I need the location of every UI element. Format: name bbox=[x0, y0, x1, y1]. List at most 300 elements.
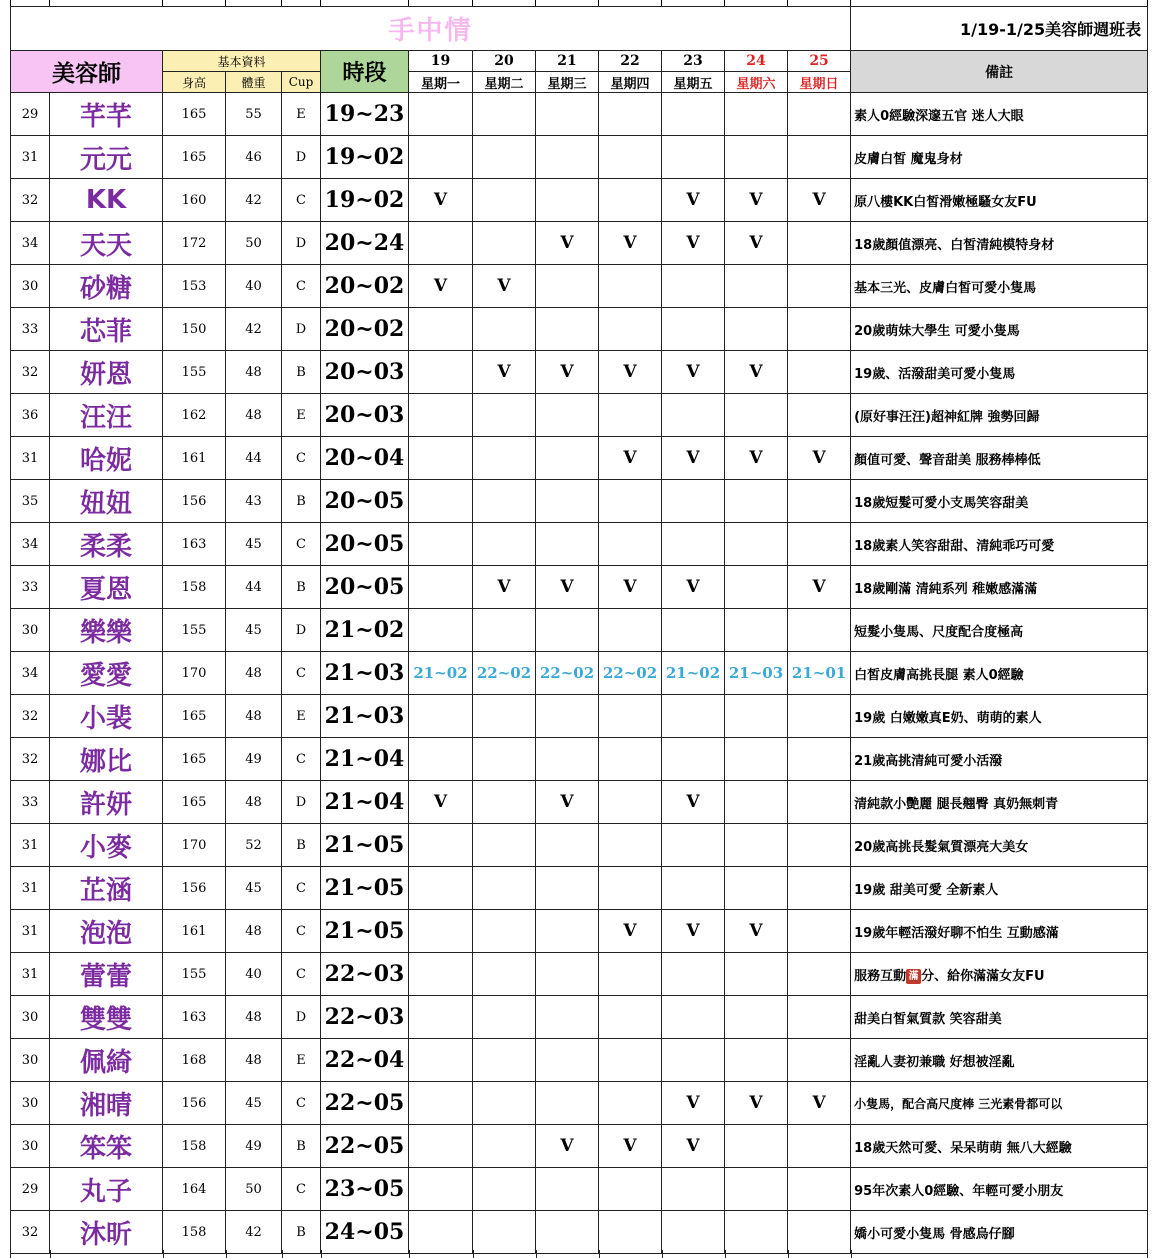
age-cell: 30 bbox=[11, 1125, 50, 1168]
day-cell: V bbox=[662, 351, 725, 394]
day-cell: V bbox=[536, 781, 599, 824]
girl-name: 天天 bbox=[50, 222, 163, 265]
time-slot-cell: 23~05 bbox=[321, 1168, 409, 1211]
day-cell bbox=[788, 265, 851, 308]
day-cell: V bbox=[473, 351, 536, 394]
day-cell bbox=[725, 1039, 788, 1082]
bottom-strip bbox=[10, 1250, 1148, 1258]
weight-cell: 45 bbox=[226, 867, 282, 910]
day-cell: 21~03 bbox=[725, 652, 788, 695]
table-row bbox=[11, 351, 1148, 394]
cup-cell: C bbox=[282, 437, 321, 480]
day-cell bbox=[473, 953, 536, 996]
height-cell: 165 bbox=[163, 136, 226, 179]
day-cell: V bbox=[536, 566, 599, 609]
table-row bbox=[11, 437, 1148, 480]
girl-name: 小麥 bbox=[50, 824, 163, 867]
girl-name: 樂樂 bbox=[50, 609, 163, 652]
day-cell bbox=[662, 953, 725, 996]
day-cell bbox=[536, 953, 599, 996]
day-cell: V bbox=[662, 222, 725, 265]
cup-cell: B bbox=[282, 480, 321, 523]
day-cell bbox=[725, 1168, 788, 1211]
table-row bbox=[11, 1211, 1148, 1254]
header-date: 25 bbox=[788, 51, 851, 72]
weight-cell: 42 bbox=[226, 1211, 282, 1254]
time-slot-cell: 20~04 bbox=[321, 437, 409, 480]
day-cell bbox=[409, 1211, 473, 1254]
day-cell bbox=[536, 136, 599, 179]
day-cell bbox=[788, 609, 851, 652]
note-cell: 小隻馬，配合高尺度棒 三光素骨都可以 bbox=[851, 1082, 1148, 1125]
age-cell: 32 bbox=[11, 695, 50, 738]
day-cell bbox=[473, 910, 536, 953]
table-row bbox=[11, 1125, 1148, 1168]
time-slot-cell: 20~03 bbox=[321, 394, 409, 437]
age-cell: 31 bbox=[11, 953, 50, 996]
day-cell: V bbox=[599, 910, 662, 953]
height-cell: 163 bbox=[163, 996, 226, 1039]
day-cell bbox=[662, 1168, 725, 1211]
day-cell: V bbox=[662, 781, 725, 824]
day-cell bbox=[536, 695, 599, 738]
day-cell bbox=[409, 1168, 473, 1211]
day-cell bbox=[662, 523, 725, 566]
day-cell: V bbox=[725, 222, 788, 265]
day-cell bbox=[788, 953, 851, 996]
header-date: 20 bbox=[473, 51, 536, 72]
day-cell bbox=[409, 222, 473, 265]
day-cell bbox=[536, 523, 599, 566]
day-cell bbox=[599, 953, 662, 996]
day-cell: V bbox=[788, 566, 851, 609]
table-row bbox=[11, 695, 1148, 738]
weight-cell: 40 bbox=[226, 953, 282, 996]
table-row bbox=[11, 867, 1148, 910]
day-cell: V bbox=[409, 265, 473, 308]
day-cell bbox=[409, 738, 473, 781]
day-cell bbox=[599, 308, 662, 351]
cup-cell: E bbox=[282, 695, 321, 738]
day-cell bbox=[536, 179, 599, 222]
weight-cell: 40 bbox=[226, 265, 282, 308]
day-cell bbox=[725, 996, 788, 1039]
note-cell: 95年次素人0經驗、年輕可愛小朋友 bbox=[851, 1168, 1148, 1211]
cup-cell: C bbox=[282, 1082, 321, 1125]
cup-cell: D bbox=[282, 996, 321, 1039]
day-cell bbox=[473, 136, 536, 179]
day-cell bbox=[473, 437, 536, 480]
time-slot-cell: 20~02 bbox=[321, 265, 409, 308]
day-cell bbox=[788, 1168, 851, 1211]
height-cell: 170 bbox=[163, 652, 226, 695]
note-cell: (原好事汪汪)超神紅牌 強勢回歸 bbox=[851, 394, 1148, 437]
height-cell: 153 bbox=[163, 265, 226, 308]
age-cell: 31 bbox=[11, 824, 50, 867]
day-cell bbox=[599, 523, 662, 566]
header-weekday: 星期五 bbox=[662, 72, 725, 93]
day-cell bbox=[536, 996, 599, 1039]
day-cell bbox=[725, 609, 788, 652]
day-cell bbox=[599, 394, 662, 437]
age-cell: 31 bbox=[11, 867, 50, 910]
height-cell: 156 bbox=[163, 480, 226, 523]
time-slot-cell: 21~04 bbox=[321, 781, 409, 824]
age-cell: 31 bbox=[11, 910, 50, 953]
day-cell bbox=[473, 1039, 536, 1082]
time-slot-cell: 22~05 bbox=[321, 1125, 409, 1168]
height-cell: 165 bbox=[163, 695, 226, 738]
cup-cell: C bbox=[282, 910, 321, 953]
table-row bbox=[11, 996, 1148, 1039]
note-cell: 20歲萌妹大學生 可愛小隻馬 bbox=[851, 308, 1148, 351]
day-cell: V bbox=[662, 437, 725, 480]
table-row bbox=[11, 953, 1148, 996]
day-cell bbox=[536, 824, 599, 867]
day-cell bbox=[725, 265, 788, 308]
height-cell: 158 bbox=[163, 1125, 226, 1168]
day-cell bbox=[662, 480, 725, 523]
weight-cell: 48 bbox=[226, 695, 282, 738]
weight-cell: 45 bbox=[226, 523, 282, 566]
day-cell bbox=[725, 480, 788, 523]
note-cell: 素人0經驗深邃五官 迷人大眼 bbox=[851, 93, 1148, 136]
day-cell bbox=[536, 910, 599, 953]
day-cell bbox=[788, 1211, 851, 1254]
day-cell bbox=[473, 695, 536, 738]
height-cell: 165 bbox=[163, 93, 226, 136]
table-row bbox=[11, 136, 1148, 179]
day-cell bbox=[725, 308, 788, 351]
height-cell: 155 bbox=[163, 953, 226, 996]
cup-cell: E bbox=[282, 93, 321, 136]
day-cell bbox=[409, 996, 473, 1039]
day-cell: V bbox=[473, 566, 536, 609]
day-cell bbox=[409, 480, 473, 523]
day-cell bbox=[599, 93, 662, 136]
day-cell: V bbox=[662, 910, 725, 953]
day-cell bbox=[662, 394, 725, 437]
day-cell bbox=[725, 781, 788, 824]
age-cell: 35 bbox=[11, 480, 50, 523]
day-cell bbox=[409, 867, 473, 910]
weight-cell: 44 bbox=[226, 437, 282, 480]
cup-cell: D bbox=[282, 609, 321, 652]
table-row bbox=[11, 1168, 1148, 1211]
weight-cell: 46 bbox=[226, 136, 282, 179]
girl-name: 湘晴 bbox=[50, 1082, 163, 1125]
header-basic-info: 基本資料 bbox=[163, 51, 321, 72]
cup-cell: E bbox=[282, 394, 321, 437]
girl-name: 芯菲 bbox=[50, 308, 163, 351]
day-cell bbox=[725, 1211, 788, 1254]
note-cell: 21歲高挑清純可愛小活潑 bbox=[851, 738, 1148, 781]
header-date: 21 bbox=[536, 51, 599, 72]
note-cell: 19歲 甜美可愛 全新素人 bbox=[851, 867, 1148, 910]
weight-cell: 48 bbox=[226, 1039, 282, 1082]
day-cell bbox=[409, 1082, 473, 1125]
weight-cell: 52 bbox=[226, 824, 282, 867]
age-cell: 33 bbox=[11, 781, 50, 824]
day-cell bbox=[725, 136, 788, 179]
weight-cell: 48 bbox=[226, 996, 282, 1039]
day-cell bbox=[725, 93, 788, 136]
day-cell: V bbox=[599, 566, 662, 609]
height-cell: 150 bbox=[163, 308, 226, 351]
age-cell: 34 bbox=[11, 523, 50, 566]
day-cell bbox=[473, 867, 536, 910]
day-cell: V bbox=[599, 222, 662, 265]
day-cell bbox=[473, 609, 536, 652]
age-cell: 29 bbox=[11, 1168, 50, 1211]
day-cell bbox=[599, 695, 662, 738]
day-cell: 21~01 bbox=[788, 652, 851, 695]
day-cell bbox=[536, 867, 599, 910]
note-cell: 19歲 白嫩嫩真E奶、萌萌的素人 bbox=[851, 695, 1148, 738]
note-cell bbox=[851, 953, 1148, 996]
girl-name: 妍恩 bbox=[50, 351, 163, 394]
day-cell bbox=[536, 437, 599, 480]
note-cell: 19歲年輕活潑好聊不怕生 互動感滿 bbox=[851, 910, 1148, 953]
time-slot-cell: 22~03 bbox=[321, 953, 409, 996]
girl-name: 蕾蕾 bbox=[50, 953, 163, 996]
note-text: 分、給你滿滿女友FU bbox=[921, 968, 1045, 984]
time-slot-cell: 19~02 bbox=[321, 136, 409, 179]
table-row bbox=[11, 523, 1148, 566]
day-cell bbox=[473, 394, 536, 437]
header-weekday: 星期四 bbox=[599, 72, 662, 93]
height-cell: 155 bbox=[163, 609, 226, 652]
day-cell: 21~02 bbox=[409, 652, 473, 695]
cup-cell: C bbox=[282, 265, 321, 308]
day-cell bbox=[599, 480, 662, 523]
time-slot-cell: 21~05 bbox=[321, 910, 409, 953]
day-cell bbox=[788, 910, 851, 953]
day-cell bbox=[409, 953, 473, 996]
weight-cell: 49 bbox=[226, 1125, 282, 1168]
day-cell bbox=[788, 523, 851, 566]
girl-name: 佩綺 bbox=[50, 1039, 163, 1082]
day-cell bbox=[409, 824, 473, 867]
age-cell: 30 bbox=[11, 996, 50, 1039]
day-cell bbox=[662, 1039, 725, 1082]
day-cell: V bbox=[536, 351, 599, 394]
day-cell bbox=[599, 265, 662, 308]
day-cell bbox=[599, 609, 662, 652]
height-cell: 156 bbox=[163, 867, 226, 910]
girl-name: 雙雙 bbox=[50, 996, 163, 1039]
day-cell bbox=[473, 179, 536, 222]
day-cell bbox=[725, 953, 788, 996]
time-slot-cell: 21~03 bbox=[321, 695, 409, 738]
day-cell: V bbox=[536, 1125, 599, 1168]
note-cell: 18歲短髮可愛小支馬笑容甜美 bbox=[851, 480, 1148, 523]
day-cell bbox=[473, 523, 536, 566]
day-cell bbox=[725, 695, 788, 738]
age-cell: 34 bbox=[11, 222, 50, 265]
height-cell: 163 bbox=[163, 523, 226, 566]
day-cell bbox=[536, 738, 599, 781]
cup-cell: C bbox=[282, 652, 321, 695]
cup-cell: B bbox=[282, 824, 321, 867]
day-cell bbox=[409, 308, 473, 351]
age-cell: 30 bbox=[11, 1039, 50, 1082]
girl-name: 夏恩 bbox=[50, 566, 163, 609]
day-cell bbox=[788, 480, 851, 523]
time-slot-cell: 22~03 bbox=[321, 996, 409, 1039]
day-cell: V bbox=[599, 437, 662, 480]
age-cell: 30 bbox=[11, 1082, 50, 1125]
note-cell: 嬌小可愛小隻馬 骨感烏仔腳 bbox=[851, 1211, 1148, 1254]
day-cell bbox=[788, 1125, 851, 1168]
day-cell bbox=[409, 566, 473, 609]
day-cell bbox=[662, 136, 725, 179]
cup-cell: C bbox=[282, 1168, 321, 1211]
day-cell: V bbox=[788, 437, 851, 480]
day-cell bbox=[536, 394, 599, 437]
day-cell bbox=[599, 996, 662, 1039]
day-cell: V bbox=[725, 437, 788, 480]
time-slot-cell: 21~05 bbox=[321, 824, 409, 867]
girl-name: 小裴 bbox=[50, 695, 163, 738]
note-cell: 18歲天然可愛、呆呆萌萌 無八大經驗 bbox=[851, 1125, 1148, 1168]
note-text: 服務互動 bbox=[854, 968, 907, 984]
table-row bbox=[11, 781, 1148, 824]
height-cell: 165 bbox=[163, 738, 226, 781]
age-cell: 31 bbox=[11, 437, 50, 480]
day-cell bbox=[662, 308, 725, 351]
girl-name: 丸子 bbox=[50, 1168, 163, 1211]
day-cell: V bbox=[662, 566, 725, 609]
table-row bbox=[11, 738, 1148, 781]
day-cell bbox=[662, 695, 725, 738]
weight-cell: 43 bbox=[226, 480, 282, 523]
day-cell bbox=[409, 1125, 473, 1168]
day-cell bbox=[473, 93, 536, 136]
day-cell bbox=[788, 394, 851, 437]
day-cell: V bbox=[725, 1082, 788, 1125]
day-cell bbox=[662, 738, 725, 781]
table-row bbox=[11, 1039, 1148, 1082]
cup-cell: C bbox=[282, 867, 321, 910]
day-cell bbox=[599, 1211, 662, 1254]
day-cell bbox=[473, 738, 536, 781]
day-cell bbox=[473, 781, 536, 824]
time-slot-cell: 21~03 bbox=[321, 652, 409, 695]
header-date: 22 bbox=[599, 51, 662, 72]
age-cell: 34 bbox=[11, 652, 50, 695]
day-cell bbox=[662, 867, 725, 910]
day-cell bbox=[788, 1039, 851, 1082]
day-cell: V bbox=[725, 910, 788, 953]
header-weekday: 星期三 bbox=[536, 72, 599, 93]
day-cell bbox=[409, 523, 473, 566]
table-row bbox=[11, 394, 1148, 437]
cup-cell: C bbox=[282, 738, 321, 781]
height-cell: 172 bbox=[163, 222, 226, 265]
time-slot-cell: 20~02 bbox=[321, 308, 409, 351]
day-cell bbox=[599, 867, 662, 910]
weight-cell: 42 bbox=[226, 308, 282, 351]
height-cell: 161 bbox=[163, 437, 226, 480]
day-cell bbox=[409, 93, 473, 136]
girl-name: 妞妞 bbox=[50, 480, 163, 523]
day-cell bbox=[536, 308, 599, 351]
brand-title: 手中情 bbox=[11, 7, 851, 51]
weight-cell: 45 bbox=[226, 1082, 282, 1125]
girl-name: 娜比 bbox=[50, 738, 163, 781]
day-cell bbox=[725, 566, 788, 609]
day-cell bbox=[536, 480, 599, 523]
cup-cell: C bbox=[282, 179, 321, 222]
note-cell: 基本三光、皮膚白皙可愛小隻馬 bbox=[851, 265, 1148, 308]
day-cell bbox=[473, 222, 536, 265]
day-cell bbox=[409, 695, 473, 738]
age-cell: 32 bbox=[11, 179, 50, 222]
header-girl: 美容師 bbox=[11, 51, 163, 93]
weight-cell: 49 bbox=[226, 738, 282, 781]
day-cell bbox=[473, 1082, 536, 1125]
day-cell: V bbox=[788, 1082, 851, 1125]
day-cell bbox=[599, 781, 662, 824]
girl-name: 許妍 bbox=[50, 781, 163, 824]
day-cell bbox=[662, 824, 725, 867]
height-cell: 168 bbox=[163, 1039, 226, 1082]
cup-cell: B bbox=[282, 1125, 321, 1168]
note-cell: 白皙皮膚高挑長腿 素人0經驗 bbox=[851, 652, 1148, 695]
table-row bbox=[11, 910, 1148, 953]
day-cell bbox=[599, 1168, 662, 1211]
time-slot-cell: 20~05 bbox=[321, 480, 409, 523]
day-cell bbox=[536, 609, 599, 652]
day-cell bbox=[536, 93, 599, 136]
day-cell bbox=[473, 996, 536, 1039]
day-cell bbox=[473, 1168, 536, 1211]
day-cell: V bbox=[473, 265, 536, 308]
day-cell: 22~02 bbox=[473, 652, 536, 695]
girl-name: 砂糖 bbox=[50, 265, 163, 308]
note-cell: 清純款小艷麗 腿長翹臀 真奶無刺青 bbox=[851, 781, 1148, 824]
day-cell bbox=[662, 1211, 725, 1254]
age-cell: 36 bbox=[11, 394, 50, 437]
cup-cell: D bbox=[282, 308, 321, 351]
time-slot-cell: 22~04 bbox=[321, 1039, 409, 1082]
day-cell bbox=[788, 824, 851, 867]
age-cell: 30 bbox=[11, 265, 50, 308]
header-weight: 體重 bbox=[226, 72, 282, 93]
day-cell bbox=[536, 1211, 599, 1254]
note-cell: 19歲、活潑甜美可愛小隻馬 bbox=[851, 351, 1148, 394]
header-date: 24 bbox=[725, 51, 788, 72]
header-weekday: 星期二 bbox=[473, 72, 536, 93]
day-cell: V bbox=[599, 1125, 662, 1168]
note-cell: 18歲素人笑容甜甜、清純乖巧可愛 bbox=[851, 523, 1148, 566]
header-date: 23 bbox=[662, 51, 725, 72]
weight-cell: 48 bbox=[226, 652, 282, 695]
age-cell: 29 bbox=[11, 93, 50, 136]
weight-cell: 48 bbox=[226, 781, 282, 824]
table-row bbox=[11, 566, 1148, 609]
table-row bbox=[11, 480, 1148, 523]
time-slot-cell: 20~05 bbox=[321, 523, 409, 566]
day-cell bbox=[599, 136, 662, 179]
day-cell bbox=[536, 1082, 599, 1125]
day-cell: V bbox=[662, 179, 725, 222]
height-cell: 158 bbox=[163, 566, 226, 609]
day-cell bbox=[599, 179, 662, 222]
day-cell bbox=[409, 394, 473, 437]
girl-name: 汪汪 bbox=[50, 394, 163, 437]
